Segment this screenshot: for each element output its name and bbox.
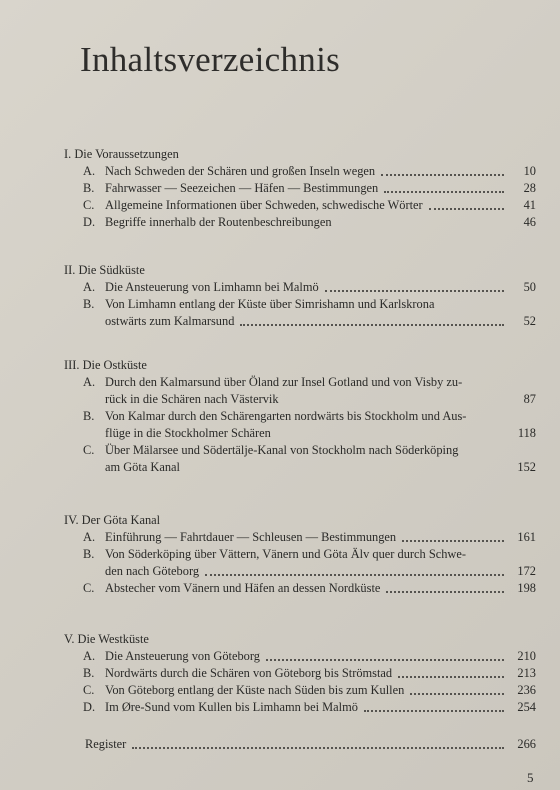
entry-letter: D. <box>83 215 96 229</box>
register-page: 266 <box>517 737 536 751</box>
entry-title: Von Söderköping über Vättern, Vänern und Göta Älv quer durch Schwe- <box>105 547 466 561</box>
entry-letter: B. <box>83 297 95 311</box>
toc-entry <box>64 180 536 197</box>
entry-letter: B. <box>83 181 95 195</box>
entry-page: 52 <box>523 314 536 328</box>
leader-dots <box>410 693 504 695</box>
entry-letter: C. <box>83 443 95 457</box>
entry-letter: A. <box>83 375 96 389</box>
leader-dots <box>429 208 504 210</box>
toc-section <box>64 262 536 330</box>
entry-page: 10 <box>523 164 536 178</box>
toc-entry <box>64 682 536 699</box>
entry-page: 210 <box>517 649 536 663</box>
entry-title: Die Ansteuerung von Göteborg <box>105 649 260 663</box>
entry-page: 254 <box>517 700 536 714</box>
entry-title: Fahrwasser — Seezeichen — Häfen — Bestimmungen <box>105 181 379 195</box>
section-heading: I. Die Voraussetzungen <box>64 147 179 161</box>
entry-title-cont: rück in die Schären nach Västervik <box>105 392 279 406</box>
entry-letter: C. <box>83 581 95 595</box>
toc-entry <box>64 580 536 597</box>
leader-dots <box>402 540 504 542</box>
entry-page: 46 <box>523 215 536 229</box>
entry-title-cont: den nach Göteborg <box>105 564 200 578</box>
toc-entry <box>64 296 536 330</box>
entry-page: 236 <box>517 683 536 697</box>
toc-entry <box>64 408 536 442</box>
toc-entry <box>64 214 536 231</box>
entry-title: Durch den Kalmarsund über Öland zur Insel Gotland und von Visby zu- <box>105 375 463 389</box>
entry-title-cont: ostwärts zum Kalmarsund <box>105 314 235 328</box>
entry-page: 198 <box>517 581 536 595</box>
page-number: 5 <box>527 770 534 785</box>
leader-dots <box>325 290 504 292</box>
toc-section <box>64 512 536 597</box>
entry-title: Einführung — Fahrtdauer — Schleusen — Bestimmungen <box>105 530 397 544</box>
toc-entry <box>64 529 536 546</box>
register-label: Register <box>85 737 127 751</box>
entry-title-cont: am Göta Kanal <box>105 460 181 474</box>
entry-title: Abstecher vom Vänern und Häfen an dessen Nordküste <box>105 581 381 595</box>
leader-dots <box>205 574 504 576</box>
toc-entry <box>64 374 536 408</box>
entry-title: Im Øre-Sund vom Kullen bis Limhamn bei Malmö <box>105 700 358 714</box>
toc-entry <box>64 163 536 180</box>
entry-title: Allgemeine Informationen über Schweden, schwedische Wörter <box>105 198 423 212</box>
entry-letter: A. <box>83 164 96 178</box>
toc-entry <box>64 442 536 476</box>
entry-page: 161 <box>517 530 536 544</box>
toc-entry <box>64 699 536 716</box>
toc-entry <box>64 648 536 665</box>
entry-page: 172 <box>517 564 536 578</box>
entry-letter: A. <box>83 530 96 544</box>
section-heading: IV. Der Göta Kanal <box>64 513 161 527</box>
entry-letter: A. <box>83 280 96 294</box>
entry-page: 118 <box>517 426 536 440</box>
toc-entry <box>64 279 536 296</box>
entry-title: Von Göteborg entlang der Küste nach Süden bis zum Kullen <box>105 683 405 697</box>
page-title: Inhaltsverzeichnis <box>80 40 341 79</box>
entry-page: 28 <box>523 181 536 195</box>
leader-dots <box>240 324 504 326</box>
leader-dots <box>364 710 504 712</box>
entry-title: Nach Schweden der Schären und großen Inseln wegen <box>105 164 376 178</box>
section-heading: V. Die Westküste <box>64 632 149 646</box>
register-entry <box>85 736 536 753</box>
leader-dots <box>266 659 504 661</box>
entry-letter: B. <box>83 666 95 680</box>
entry-letter: B. <box>83 547 95 561</box>
section-heading: III. Die Ostküste <box>64 358 147 372</box>
entry-page: 213 <box>517 666 536 680</box>
entry-page: 152 <box>517 460 536 474</box>
leader-dots <box>132 747 504 749</box>
toc-entry <box>64 665 536 682</box>
toc-entry <box>64 546 536 580</box>
entry-title: Von Kalmar durch den Schärengarten nordwärts bis Stockholm und Aus- <box>105 409 467 423</box>
toc-section <box>64 146 536 231</box>
entry-title-cont: flüge in die Stockholmer Schären <box>105 426 271 440</box>
section-heading: II. Die Südküste <box>64 263 145 277</box>
entry-letter: C. <box>83 683 95 697</box>
entry-page: 87 <box>523 392 536 406</box>
leader-dots <box>384 191 504 193</box>
toc-section <box>64 631 536 716</box>
entry-letter: C. <box>83 198 95 212</box>
entry-letter: A. <box>83 649 96 663</box>
entry-letter: D. <box>83 700 96 714</box>
entry-title: Die Ansteuerung von Limhamn bei Malmö <box>105 280 319 294</box>
entry-title: Von Limhamn entlang der Küste über Simrishamn und Karlskrona <box>105 297 435 311</box>
entry-title: Begriffe innerhalb der Routenbeschreibungen <box>105 215 332 229</box>
entry-title: Nordwärts durch die Schären von Göteborg bis Strömstad <box>105 666 393 680</box>
entry-page: 50 <box>523 280 536 294</box>
toc-section <box>64 357 536 476</box>
entry-title: Über Mälarsee und Södertälje-Kanal von Stockholm nach Söderköping <box>105 443 459 457</box>
leader-dots <box>381 174 504 176</box>
toc-entry <box>64 197 536 214</box>
leader-dots <box>386 591 504 593</box>
entry-page: 41 <box>523 198 536 212</box>
leader-dots <box>398 676 504 678</box>
entry-letter: B. <box>83 409 95 423</box>
